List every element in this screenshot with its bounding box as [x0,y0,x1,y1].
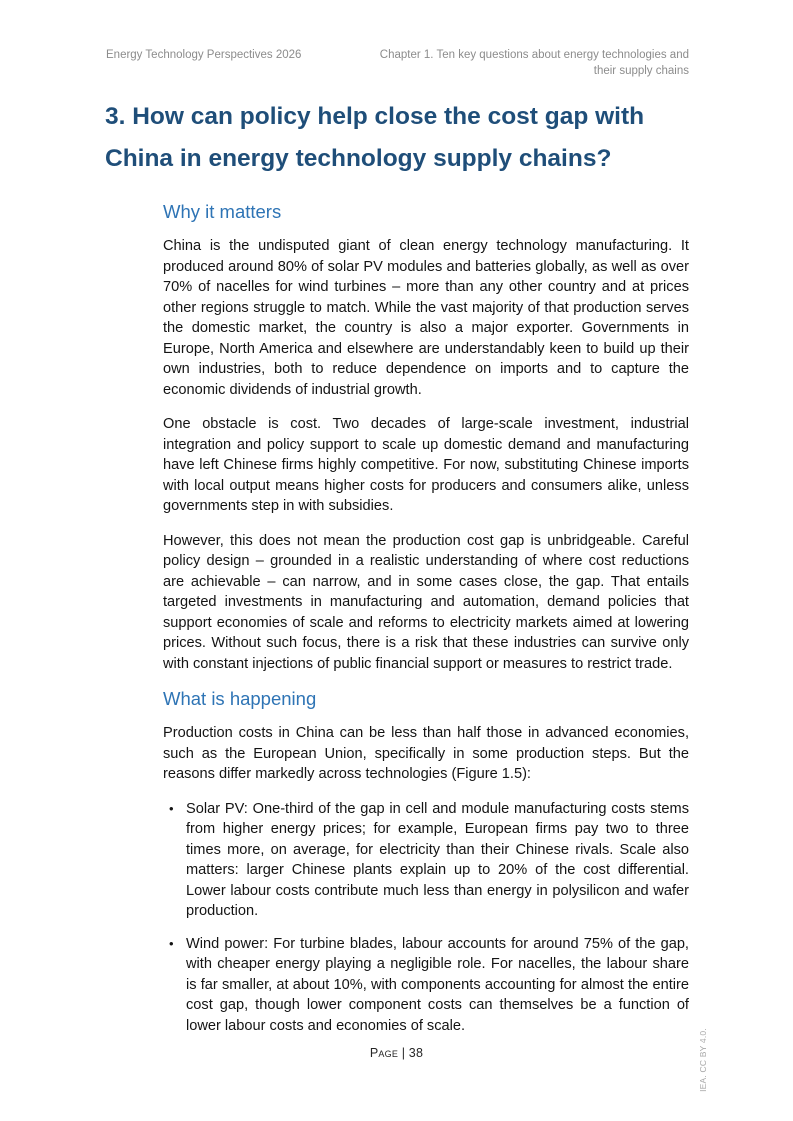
body-column [163,201,689,1048]
bullet-list [163,799,689,1037]
heading-what-is-happening: What is happening [163,688,317,709]
bullet-text-solar-pv: Solar PV: One-third of the gap in cell and module manufacturing costs stems from higher energy prices; for example, European firms pay two to three times more, on average, for electricity than their Chinese rivals. Scale also matters: larger Chinese plants explain up to 20% of the cost differential. Lower labour costs contribute much less than energy in polysilicon and wafer production. [186,800,689,919]
page-header [106,48,689,79]
paragraph-why-3: However, this does not mean the production cost gap is unbridgeable. Careful policy design – grounded in a realistic understanding of where cost reductions are achievable – can narrow, and in some cases close, the gap. That entails targeted investments in manufacturing and automation, demand policies that support economies of scale and reforms to electricity markets aimed at lowering prices. Without such focus, there is a risk that these industries can survive only with constant injections of public financial support or measures to restrict trade. [163,532,689,672]
bullet-icon: • [169,935,174,951]
paragraph-why-1: China is the undisputed giant of clean energy technology manufacturing. It produced around 80% of solar PV modules and batteries globally, as well as over 70% of nacelles for wind turbines – more than any other country and at prices other regions struggle to match. While the vast majority of that production serves the domestic market, the country is also a major exporter. Governments in Europe, North America and elsewhere are understandably keen to build up their own industries, both to reduce dependence on imports and to capture the economic dividends of industrial growth. [163,238,689,398]
paragraph-why-2: One obstacle is cost. Two decades of large-scale investment, industrial integration and policy support to scale up domestic demand and manufacturing have left Chinese firms highly competitive. For now, substituting Chinese imports with local output means higher costs for producers and consumers alike, unless governments step in with subsidies. [163,416,689,514]
bullet-text-wind-power: Wind power: For turbine blades, labour accounts for around 75% of the gap, with cheaper energy playing a negligible role. For nacelles, the labour share is far smaller, at about 10%, with components accounting for almost the entire cost gap, though lower component costs can themselves be a function of lower labour costs and economies of scale. [186,935,689,1034]
page-number: Page | 38 [369,1046,424,1060]
heading-why-it-matters: Why it matters [163,201,282,222]
page-title: 3. How can policy help close the cost gap with China in energy technology supply chains? [105,103,645,172]
list-item-wind-power [163,934,689,1037]
paragraph-happening-1: Production costs in China can be less than half those in advanced economies, such as the European Union, specifically in some production steps. But the reasons differ markedly across technologies (Figure 1.5): [163,725,689,782]
bullet-icon: • [169,800,174,816]
list-item-solar-pv [163,799,689,922]
chapter-title: Chapter 1. Ten key questions about energy technologies and their supply chains [379,49,689,77]
license-note: IEA. CC BY 4.0. [698,1028,708,1092]
running-title: Energy Technology Perspectives 2026 [106,49,302,61]
